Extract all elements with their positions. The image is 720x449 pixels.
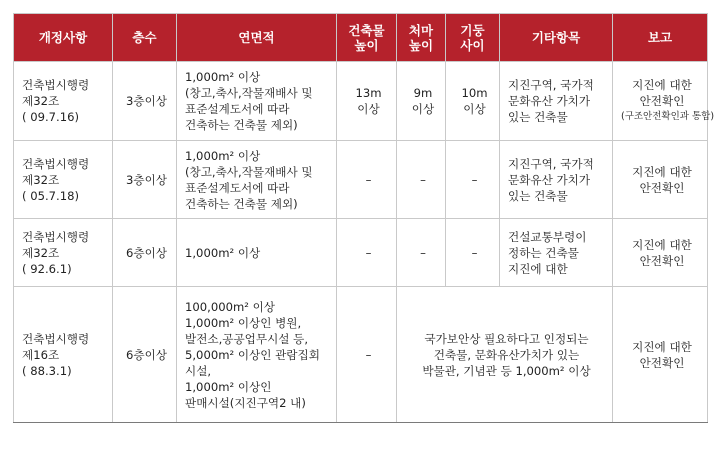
revision-cell: 건축법시행령 제32조 ( 09.7.16)	[14, 62, 113, 141]
revision-cell: 건축법시행령 제32조 ( 92.6.1)	[14, 219, 113, 287]
revision-cell: 건축법시행령 제16조 ( 88.3.1)	[14, 287, 113, 423]
column-spacing-cell: –	[446, 141, 500, 219]
eave-height-cell: –	[397, 141, 446, 219]
header-eave-height: 처마 높이	[397, 14, 446, 62]
report-cell: 지진에 대한 안전확인	[613, 287, 708, 423]
table-row	[14, 62, 708, 141]
header-column-spacing: 기둥 사이	[446, 14, 500, 62]
revision-cell: 건축법시행령 제32조 ( 05.7.18)	[14, 141, 113, 219]
table-row	[14, 219, 708, 287]
header-revision: 개정사항	[14, 14, 113, 62]
report-cell	[613, 62, 715, 141]
merged-other-cell: 국가보안상 필요하다고 인정되는 건축물, 문화유산가치가 있는 박물관, 기념관 등 1,000m² 이상	[397, 287, 613, 423]
header-building-height: 건축물 높이	[337, 14, 397, 62]
column-spacing-cell: –	[446, 219, 500, 287]
table-row	[14, 287, 708, 423]
other-cell: 지진구역, 국가적 문화유산 가치가 있는 건축물	[500, 62, 613, 141]
report-text: 지진에 대한 안전확인	[632, 78, 692, 108]
building-height-cell: –	[337, 287, 397, 423]
area-cell: 1,000m² 이상 (창고,축사,작물재배사 및 표준설계도서에 따라 건축하는 건축물 제외)	[177, 141, 337, 219]
floors-cell: 3층이상	[113, 62, 177, 141]
floors-cell: 6층이상	[113, 219, 177, 287]
regulation-table	[13, 13, 715, 423]
building-height-cell: –	[337, 141, 397, 219]
table-row	[14, 141, 708, 219]
eave-height-cell: –	[397, 219, 446, 287]
area-cell: 1,000m² 이상 (창고,축사,작물재배사 및 표준설계도서에 따라 건축하는 건축물 제외)	[177, 62, 337, 141]
other-cell: 건설교통부령이 정하는 건축물 지진에 대한	[500, 219, 613, 287]
header-floors: 층수	[113, 14, 177, 62]
header-report: 보고	[613, 14, 708, 62]
area-cell: 100,000m² 이상 1,000m² 이상인 병원, 발전소,공공업무시설 등, 5,000m² 이상인 관람집회 시설, 1,000m² 이상인 판매시설(지진구역2 내)	[177, 287, 337, 423]
building-height-cell: –	[337, 219, 397, 287]
area-cell: 1,000m² 이상	[177, 219, 337, 287]
eave-height-cell: 9m 이상	[397, 62, 446, 141]
header-row	[14, 14, 708, 62]
report-cell: 지진에 대한 안전확인	[613, 219, 708, 287]
column-spacing-cell: 10m 이상	[446, 62, 500, 141]
building-height-cell: 13m 이상	[337, 62, 397, 141]
header-area: 연면적	[177, 14, 337, 62]
floors-cell: 6층이상	[113, 287, 177, 423]
floors-cell: 3층이상	[113, 141, 177, 219]
header-other: 기타항목	[500, 14, 613, 62]
other-cell: 지진구역, 국가적 문화유산 가치가 있는 건축물	[500, 141, 613, 219]
report-cell: 지진에 대한 안전확인	[613, 141, 708, 219]
report-note: (구조안전확인과 통합)	[621, 111, 715, 122]
